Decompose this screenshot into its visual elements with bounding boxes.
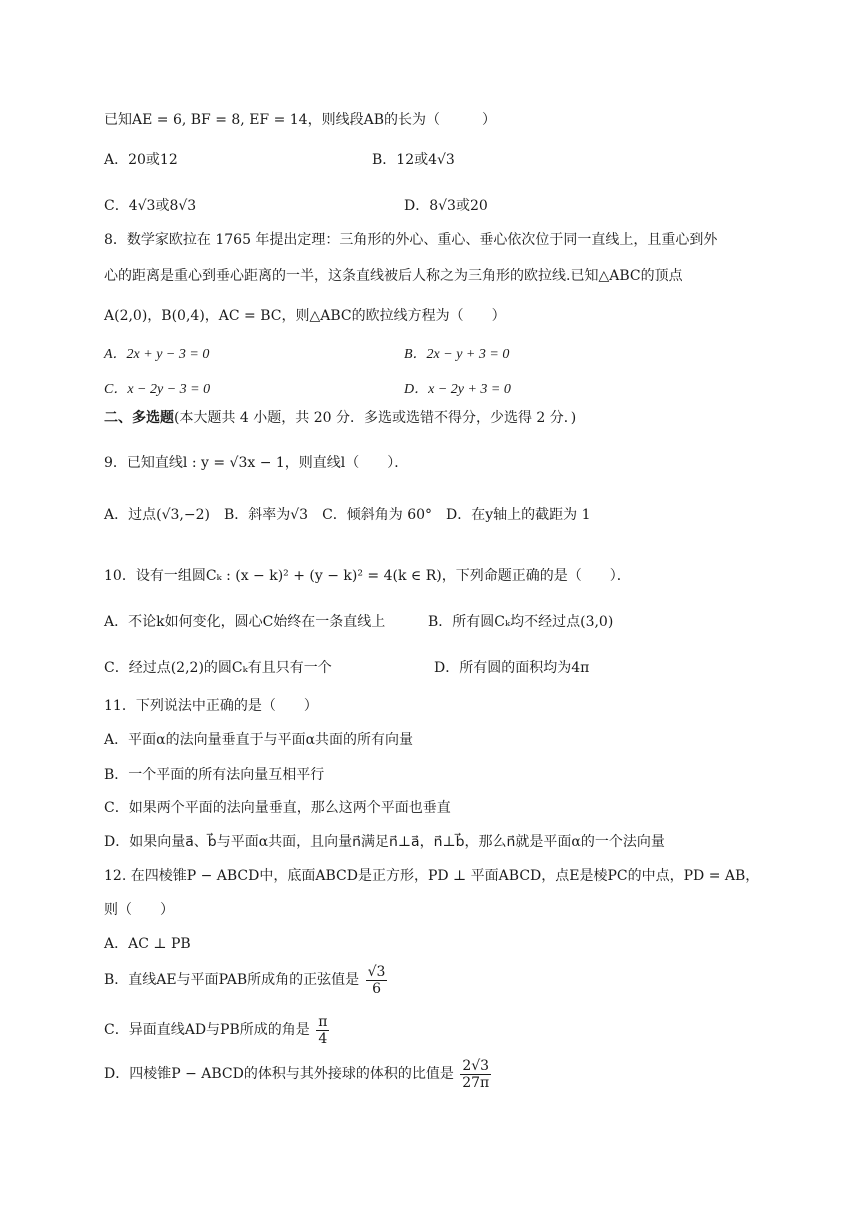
- q10-option-d: D．所有圆的面积均为4π: [434, 660, 590, 676]
- fraction-numerator: π: [318, 1013, 328, 1030]
- section-title: 二、多选题: [104, 410, 174, 426]
- q10-option-c: C．经过点(2,2)的圆Cₖ有且只有一个: [104, 660, 332, 676]
- q11-option-c: C．如果两个平面的法向量垂直，那么这两个平面也垂直: [104, 800, 451, 816]
- q8-option-c: C．x − 2y − 3 = 0: [104, 382, 211, 397]
- fraction-sqrt3-over-6: [366, 964, 388, 997]
- q12-option-d-text: D．四棱锥P − ABCD的体积与其外接球的体积的比值是: [104, 1066, 454, 1082]
- q10-stem: 10．设有一组圆Cₖ : (x − k)² + (y − k)² = 4(k ∈ R)，下列命题正确的是（ ）．: [104, 568, 631, 584]
- q9-stem: 9．已知直线l : y = √3x − 1，则直线l（ ）．: [104, 455, 409, 471]
- fraction-denominator: 27π: [462, 1074, 490, 1091]
- section-heading: [104, 408, 576, 428]
- fraction-numerator: √3: [367, 963, 386, 980]
- q12-option-a: A．AC ⊥ PB: [104, 936, 191, 952]
- q8-line-3: A(2,0)，B(0,4)，AC = BC，则△ABC的欧拉线方程为（ ）: [104, 308, 506, 324]
- q8-line-1: 8．数学家欧拉在 1765 年提出定理：三角形的外心、重心、垂心依次位于同一直线上，且重心到外: [104, 232, 718, 248]
- fraction-denominator: 6: [372, 980, 381, 997]
- q11-option-b: B．一个平面的所有法向量互相平行: [104, 767, 325, 783]
- q7-option-b: B．12或4√3: [372, 152, 455, 168]
- q10-option-b: B．所有圆Cₖ均不经过点(3,0): [428, 614, 614, 630]
- q12-line-2: 则（ ）: [104, 902, 174, 918]
- q11-option-d: D．如果向量a⃗、b⃗与平面α共面，且向量n⃗满足n⃗⊥a⃗，n⃗⊥b⃗，那么n⃗就是平面α的一个法向量: [104, 834, 665, 850]
- q12-option-d: [104, 1056, 493, 1092]
- q12-option-c-text: C．异面直线AD与PB所成的角是: [104, 1022, 310, 1038]
- q11-stem: 11．下列说法中正确的是（ ）: [104, 698, 318, 714]
- q8-line-2: 心的距离是重心到垂心距离的一半，这条直线被后人称之为三角形的欧拉线.已知△ABC的顶点: [104, 268, 683, 284]
- q9-options: A．过点(√3,−2) B．斜率为√3 C．倾斜角为 60° D．在y轴上的截距为 1: [104, 507, 591, 523]
- q8-option-a: A．2x + y − 3 = 0: [104, 347, 210, 362]
- section-note: (本大题共 4 小题，共 20 分．多选或选错不得分，少选得 2 分．): [174, 410, 577, 426]
- q12-option-c: [104, 1012, 331, 1048]
- q10-option-a: A．不论k如何变化，圆心C始终在一条直线上: [104, 614, 386, 630]
- q12-option-b-text: B．直线AE与平面PAB所成角的正弦值是: [104, 972, 360, 988]
- q8-option-b: B．2x − y + 3 = 0: [404, 347, 510, 362]
- q11-option-a: A．平面α的法向量垂直于与平面α共面的所有向量: [104, 732, 414, 748]
- fraction-pi-over-4: [316, 1014, 329, 1047]
- q7-stem: 已知AE = 6, BF = 8, EF = 14，则线段AB的长为（ ）: [104, 112, 496, 128]
- q12-line-1: 12. 在四棱锥P − ABCD中，底面ABCD是正方形，PD ⊥ 平面ABCD，点E是棱PC的中点，PD = AB，: [104, 868, 760, 884]
- fraction-denominator: 4: [318, 1030, 328, 1047]
- q7-option-c: C．4√3或8√3: [104, 198, 197, 214]
- q8-option-d: D．x − 2y + 3 = 0: [404, 382, 511, 397]
- q7-option-d: D．8√3或20: [404, 198, 488, 214]
- fraction-2sqrt3-over-27pi: [460, 1058, 491, 1091]
- fraction-numerator: 2√3: [462, 1057, 490, 1074]
- q12-option-b: [104, 962, 389, 998]
- q7-option-a: A．20或12: [104, 152, 178, 168]
